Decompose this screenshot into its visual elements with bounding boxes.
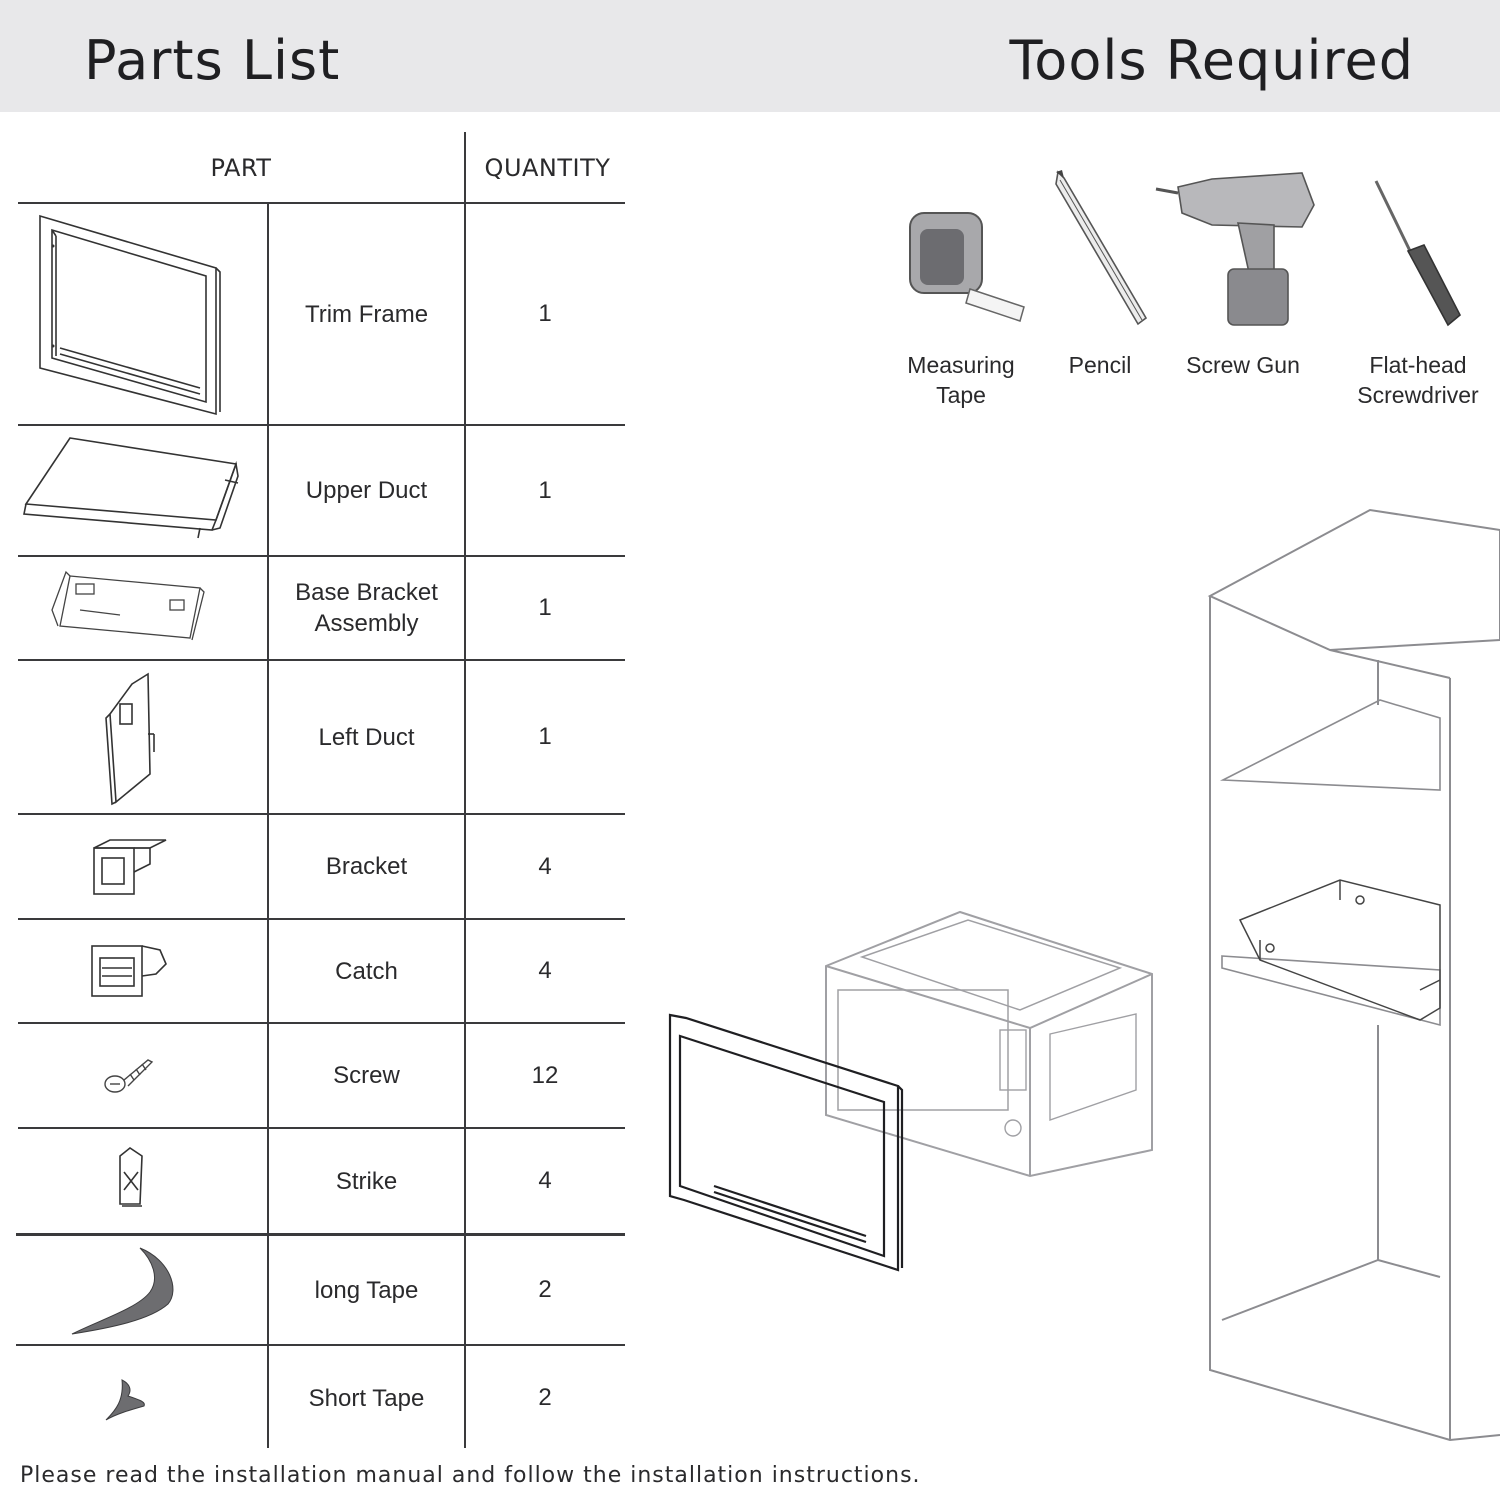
- part-quantity: 4: [538, 957, 552, 984]
- part-quantity: 12: [531, 1061, 559, 1089]
- part-quantity: 2: [538, 1276, 552, 1303]
- header-bar: [0, 0, 1500, 112]
- long-tape-icon: [20, 1240, 266, 1342]
- screwdriver-icon: [1368, 175, 1468, 330]
- part-name: Left Duct: [318, 723, 415, 751]
- upper-duct-icon: [20, 428, 266, 553]
- bracket-icon: [20, 820, 266, 916]
- part-quantity: 1: [538, 594, 552, 621]
- base-bracket-icon: [20, 560, 266, 657]
- pencil-icon: [1050, 168, 1150, 328]
- part-name: long Tape: [314, 1276, 419, 1304]
- short-tape-icon: [20, 1350, 266, 1446]
- measuring-tape-icon: [900, 205, 1030, 330]
- part-name: Catch: [335, 957, 398, 985]
- part-name: Screw: [333, 1062, 400, 1089]
- part-quantity: 4: [538, 852, 552, 880]
- installation-illustration: [640, 500, 1500, 1450]
- left-duct-icon: [20, 664, 266, 810]
- column-header-quantity: QUANTITY: [484, 154, 611, 182]
- part-quantity: 1: [538, 300, 552, 327]
- part-name: Base Bracket Assembly: [295, 579, 438, 637]
- part-name: Bracket: [325, 853, 408, 880]
- part-name: Short Tape: [308, 1384, 425, 1412]
- parts-list-title: Parts List: [84, 29, 341, 92]
- tool-label-screw-gun: Screw Gun: [1186, 352, 1300, 378]
- part-name: Trim Frame: [304, 300, 429, 328]
- part-quantity: 4: [538, 1167, 552, 1194]
- part-name: Upper Duct: [305, 477, 428, 504]
- part-quantity: 1: [538, 476, 552, 504]
- tool-label-pencil: Pencil: [1068, 352, 1132, 378]
- installation-note: Please read the installation manual and follow the installation instructions.: [20, 1463, 921, 1488]
- tool-label-screwdriver: Flat-head Screwdriver: [1357, 352, 1479, 408]
- screw-icon: [20, 1028, 266, 1124]
- strike-icon: [20, 1132, 266, 1230]
- part-quantity: 2: [538, 1384, 552, 1411]
- trim-frame-icon: [20, 206, 266, 422]
- part-quantity: 1: [538, 723, 552, 750]
- tool-label-measuring-tape: Measuring Tape: [907, 352, 1015, 408]
- catch-icon: [20, 924, 266, 1020]
- part-name: Strike: [335, 1167, 398, 1195]
- screw-gun-icon: [1152, 165, 1320, 330]
- column-header-part: PART: [210, 154, 272, 182]
- tools-required-title: Tools Required: [1009, 29, 1414, 92]
